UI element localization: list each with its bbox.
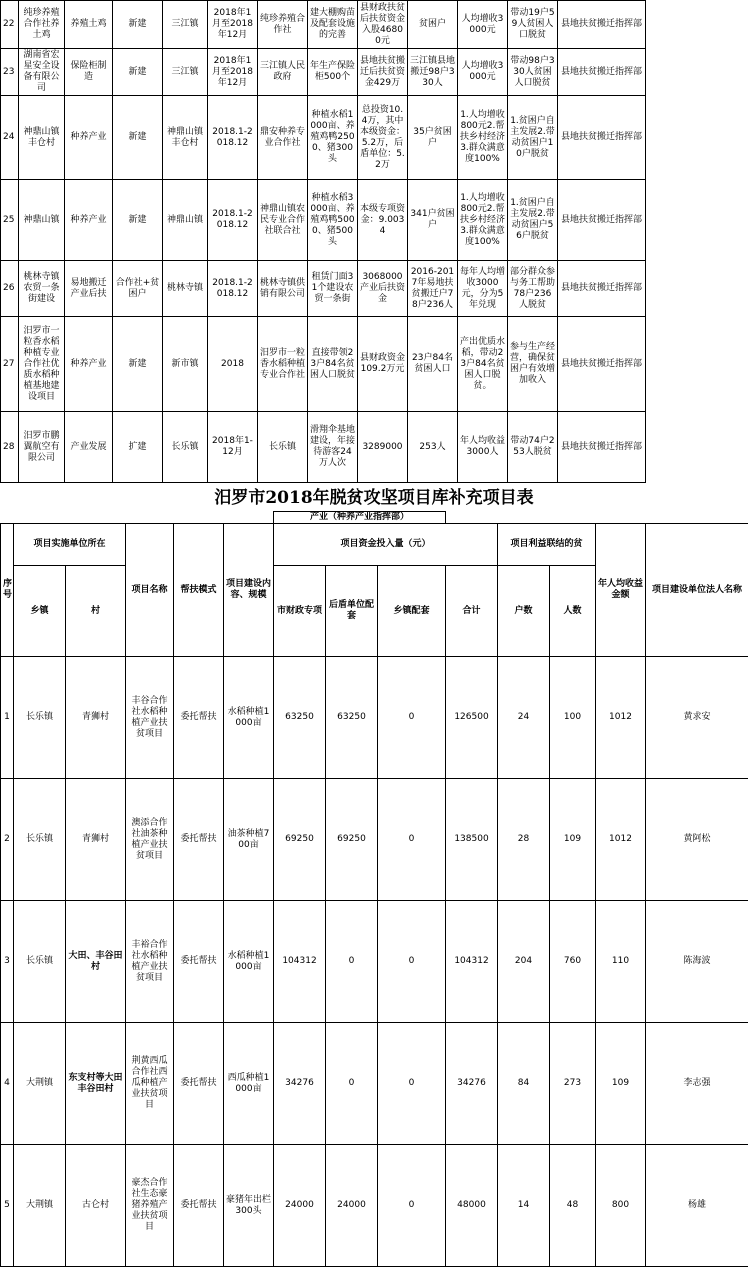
cell-c10: 1.人均增收800元2.帮扶乡村经济3.群众满意度100% [458,180,508,261]
cell-mode: 委托帮扶 [174,779,224,901]
supplement-row [1,657,748,779]
cell-c2: 养殖土鸡 [65,1,113,49]
cell-c7: 种植水稻3000亩、养殖鸡鸭5000、猪500头 [308,180,358,261]
cell-c10: 产出优质水稻，带动23户84名贫困人口脱贫。 [458,317,508,412]
cell-no: 1 [1,657,14,779]
col-towncfg-header: 乡镇配套 [378,566,446,657]
cell-c2: 保险柜制造 [65,49,113,96]
cell-c1: 神鼎山镇丰仓村 [19,96,65,180]
cell-content: 油茶种植700亩 [224,779,274,901]
col-total-header: 合计 [446,566,498,657]
cell-c8: 县财政资金109.2万元 [358,317,408,412]
cell-people: 48 [550,1145,596,1267]
cell-c8: 总投资10.4万，其中本级资金：5.2万，后盾单位：5.2万 [358,96,408,180]
cell-households: 28 [498,779,550,901]
cell-households: 14 [498,1145,550,1267]
cell-content: 西瓜种植1000亩 [224,1023,274,1145]
cell-c8: 本级专项资金：9.0034 [358,180,408,261]
project-row [1,1,646,49]
cell-c7: 种植水稻1000亩、养殖鸡鸭2500、猪300头 [308,96,358,180]
cell-c7: 滑翔伞基地建设，年接待游客24万人次 [308,412,358,483]
project-row [1,261,646,317]
cell-c2: 种养产业 [65,317,113,412]
row-number: 23 [1,49,19,96]
supplement-row [1,1023,748,1145]
cell-town: 大荆镇 [14,1145,66,1267]
cell-c7: 直接带领23户84名贫困人口脱贫 [308,317,358,412]
cell-name: 澳添合作社油茶种植产业扶贫项目 [126,779,174,901]
cell-c3: 新建 [113,180,163,261]
cell-no: 3 [1,901,14,1023]
supplement-row [1,1145,748,1267]
cell-legal: 陈海波 [646,901,748,1023]
cell-c9: 三江镇县地搬迁98户330人 [408,49,458,96]
project-row [1,180,646,261]
row-number: 22 [1,1,19,49]
cell-backer: 0 [326,1023,378,1145]
cell-households: 204 [498,901,550,1023]
supplement-row [1,779,748,901]
cell-c11: 1.贫困户自主发展2.带动贫困户10户脱贫 [508,96,558,180]
cell-c1: 汨罗市一粒香水稻种植专业合作社优质水稻种植基地建设项目 [19,317,65,412]
cell-c10: 每年人均增收3000元，分为5年兑现 [458,261,508,317]
cell-no: 5 [1,1145,14,1267]
cell-c9: 贫困户 [408,1,458,49]
col-name-header: 项目名称 [126,524,174,657]
cell-name: 丰裕合作社水稻种植产业扶贫项目 [126,901,174,1023]
cell-households: 84 [498,1023,550,1145]
cell-c1: 桃林寺镇农贸一条街建设 [19,261,65,317]
cell-c1: 神鼎山镇 [19,180,65,261]
cell-backer: 24000 [326,1145,378,1267]
cell-fin: 34276 [274,1023,326,1145]
col-households-header: 户数 [498,566,550,657]
cell-c11: 带动74户253人脱贫 [508,412,558,483]
cell-c3: 新建 [113,96,163,180]
cell-people: 100 [550,657,596,779]
cell-c5: 2018年1-12月 [208,412,258,483]
cell-c10: 1.人均增收800元2.帮扶乡村经济3.群众满意度100% [458,96,508,180]
cell-town: 长乐镇 [14,779,66,901]
cell-c3: 合作社+贫困户 [113,261,163,317]
col-legal-header: 项目建设单位法人名称 [646,524,748,657]
cell-c8: 县财政扶贫后扶贫资金入股46800元 [358,1,408,49]
supplement-table-body [1,512,748,1267]
cell-income: 1012 [596,779,646,901]
cell-income: 1012 [596,657,646,779]
cell-c4: 桃林寺镇 [163,261,208,317]
cell-total: 126500 [446,657,498,779]
cell-c5: 2018 [208,317,258,412]
col-benefit-header: 项目利益联结的贫 [498,524,596,566]
cell-fin: 104312 [274,901,326,1023]
cell-fin: 69250 [274,779,326,901]
cell-content: 水稻种植1000亩 [224,657,274,779]
cell-c10: 人均增收3000元 [458,1,508,49]
cell-c12: 县地扶贫搬迁指挥部 [558,317,646,412]
col-town-header: 乡镇 [14,566,66,657]
cell-c6: 三江镇人民政府 [258,49,308,96]
cell-village: 古仑村 [66,1145,126,1267]
cell-c9: 23户84名贫困人口 [408,317,458,412]
industry-header: 产业（种养产业指挥部） [274,512,446,524]
cell-income: 800 [596,1145,646,1267]
cell-c1: 湖南省宏星安全设备有限公司 [19,49,65,96]
cell-mode: 委托帮扶 [174,657,224,779]
cell-c11: 参与生产经营，确保贫困户有效增加收入 [508,317,558,412]
cell-village: 青狮村 [66,657,126,779]
cell-c4: 神鼎山镇 [163,180,208,261]
col-no-header: 序号 [1,524,14,657]
project-row [1,96,646,180]
cell-legal: 黄阿松 [646,779,748,901]
cell-content: 水稻种植1000亩 [224,901,274,1023]
header-row-1 [1,512,748,524]
cell-c5: 2018年1月至2018年12月 [208,49,258,96]
cell-fin: 63250 [274,657,326,779]
cell-c11: 带动19户59人贫困人口脱贫 [508,1,558,49]
cell-no: 2 [1,779,14,901]
cell-people: 760 [550,901,596,1023]
cell-c5: 2018年1月至2018年12月 [208,1,258,49]
row-number: 26 [1,261,19,317]
cell-c3: 新建 [113,317,163,412]
cell-c9: 35户贫困户 [408,96,458,180]
cell-c6: 汨罗市一粒香水稻种植专业合作社 [258,317,308,412]
cell-total: 104312 [446,901,498,1023]
cell-c6: 纯珍养殖合作社 [258,1,308,49]
cell-c3: 扩建 [113,412,163,483]
cell-c4: 新市镇 [163,317,208,412]
cell-total: 34276 [446,1023,498,1145]
cell-c12: 县地扶贫搬迁指挥部 [558,49,646,96]
cell-towncfg: 0 [378,1145,446,1267]
project-row [1,317,646,412]
project-row [1,412,646,483]
col-income-header: 年人均收益金额 [596,524,646,657]
supplement-row [1,901,748,1023]
cell-c12: 县地扶贫搬迁指挥部 [558,1,646,49]
cell-c11: 带动98户330人贫困人口脱贫 [508,49,558,96]
cell-c5: 2018.1-2018.12 [208,96,258,180]
cell-town: 长乐镇 [14,657,66,779]
cell-total: 48000 [446,1145,498,1267]
cell-mode: 委托帮扶 [174,1145,224,1267]
cell-c11: 部分群众参与务工帮助78户236人脱贫 [508,261,558,317]
cell-c2: 种养产业 [65,96,113,180]
cell-c5: 2018.1-2018.12 [208,180,258,261]
cell-fin: 24000 [274,1145,326,1267]
cell-c12: 县地扶贫搬迁指挥部 [558,412,646,483]
cell-c8: 3289000 [358,412,408,483]
upper-table-body [1,1,646,483]
cell-no: 4 [1,1023,14,1145]
col-funds-header: 项目资金投入量（元） [274,524,498,566]
cell-c7: 建大棚购苗及配套设施的完善 [308,1,358,49]
col-content-header: 项目建设内容、规模 [224,524,274,657]
cell-backer: 0 [326,901,378,1023]
cell-c9: 2016-2017年易地扶贫搬迁户78户236人 [408,261,458,317]
cell-village: 东支村等大田丰谷田村 [66,1023,126,1145]
cell-c2: 产业发展 [65,412,113,483]
cell-total: 138500 [446,779,498,901]
cell-c1: 汨罗市鹏翼航空有限公司 [19,412,65,483]
upper-project-table [0,0,646,483]
table-title: 汨罗市2018年脱贫攻坚项目库补充项目表 [0,486,748,510]
cell-towncfg: 0 [378,901,446,1023]
cell-towncfg: 0 [378,1023,446,1145]
row-number: 28 [1,412,19,483]
cell-c12: 县地扶贫搬迁指挥部 [558,180,646,261]
cell-c4: 三江镇 [163,49,208,96]
cell-legal: 李志强 [646,1023,748,1145]
header-row-2 [1,524,748,566]
row-number: 27 [1,317,19,412]
cell-people: 273 [550,1023,596,1145]
cell-c6: 鼎安种养专业合作社 [258,96,308,180]
cell-c6: 长乐镇 [258,412,308,483]
cell-c1: 纯珍养殖合作社养土鸡 [19,1,65,49]
cell-c2: 种养产业 [65,180,113,261]
cell-income: 109 [596,1023,646,1145]
cell-people: 109 [550,779,596,901]
cell-c4: 长乐镇 [163,412,208,483]
cell-backer: 63250 [326,657,378,779]
cell-town: 长乐镇 [14,901,66,1023]
cell-town: 大荆镇 [14,1023,66,1145]
cell-c3: 新建 [113,1,163,49]
cell-c2: 易地搬迁产业后扶 [65,261,113,317]
cell-mode: 委托帮扶 [174,1023,224,1145]
col-mode-header: 帮扶模式 [174,524,224,657]
cell-households: 24 [498,657,550,779]
cell-mode: 委托帮扶 [174,901,224,1023]
cell-backer: 69250 [326,779,378,901]
cell-name: 豪杰合作社生态豪猪养殖产业扶贫项目 [126,1145,174,1267]
cell-c10: 人均增收3000元 [458,49,508,96]
cell-towncfg: 0 [378,779,446,901]
cell-c4: 神鼎山镇丰仓村 [163,96,208,180]
row-number: 24 [1,96,19,180]
cell-c7: 租赁门面31个建设农贸一条街 [308,261,358,317]
col-people-header: 人数 [550,566,596,657]
cell-legal: 杨雄 [646,1145,748,1267]
cell-c6: 桃林寺镇供销有限公司 [258,261,308,317]
cell-village: 大田、丰谷田村 [66,901,126,1023]
col-village-header: 村 [66,566,126,657]
cell-name: 丰谷合作社水稻种植产业扶贫项目 [126,657,174,779]
cell-c12: 县地扶贫搬迁指挥部 [558,96,646,180]
supplement-project-table [0,511,748,1267]
cell-name: 荆黄西瓜合作社西瓜种植产业扶贫项目 [126,1023,174,1145]
cell-content: 豪猪年出栏300头 [224,1145,274,1267]
col-location-header: 项目实施单位所在 [14,524,126,566]
cell-c11: 1.贫困户自主发展2.带动贫困户56户脱贫 [508,180,558,261]
cell-c7: 年生产保险柜500个 [308,49,358,96]
row-number: 25 [1,180,19,261]
cell-c6: 神鼎山镇农民专业合作社联合社 [258,180,308,261]
cell-c4: 三江镇 [163,1,208,49]
cell-c3: 新建 [113,49,163,96]
cell-c12: 县地扶贫搬迁指挥部 [558,261,646,317]
cell-village: 青狮村 [66,779,126,901]
cell-towncfg: 0 [378,657,446,779]
cell-c9: 341户贫困户 [408,180,458,261]
cell-c10: 年人均收益3000人 [458,412,508,483]
cell-legal: 黄求安 [646,657,748,779]
cell-c8: 县地扶贫搬迁后扶贫资金429万 [358,49,408,96]
cell-c8: 3068000产业后扶资金 [358,261,408,317]
cell-income: 110 [596,901,646,1023]
col-fin-header: 市财政专项 [274,566,326,657]
cell-c5: 2018.1-2018.12 [208,261,258,317]
project-row [1,49,646,96]
col-backer-header: 后盾单位配套 [326,566,378,657]
cell-c9: 253人 [408,412,458,483]
